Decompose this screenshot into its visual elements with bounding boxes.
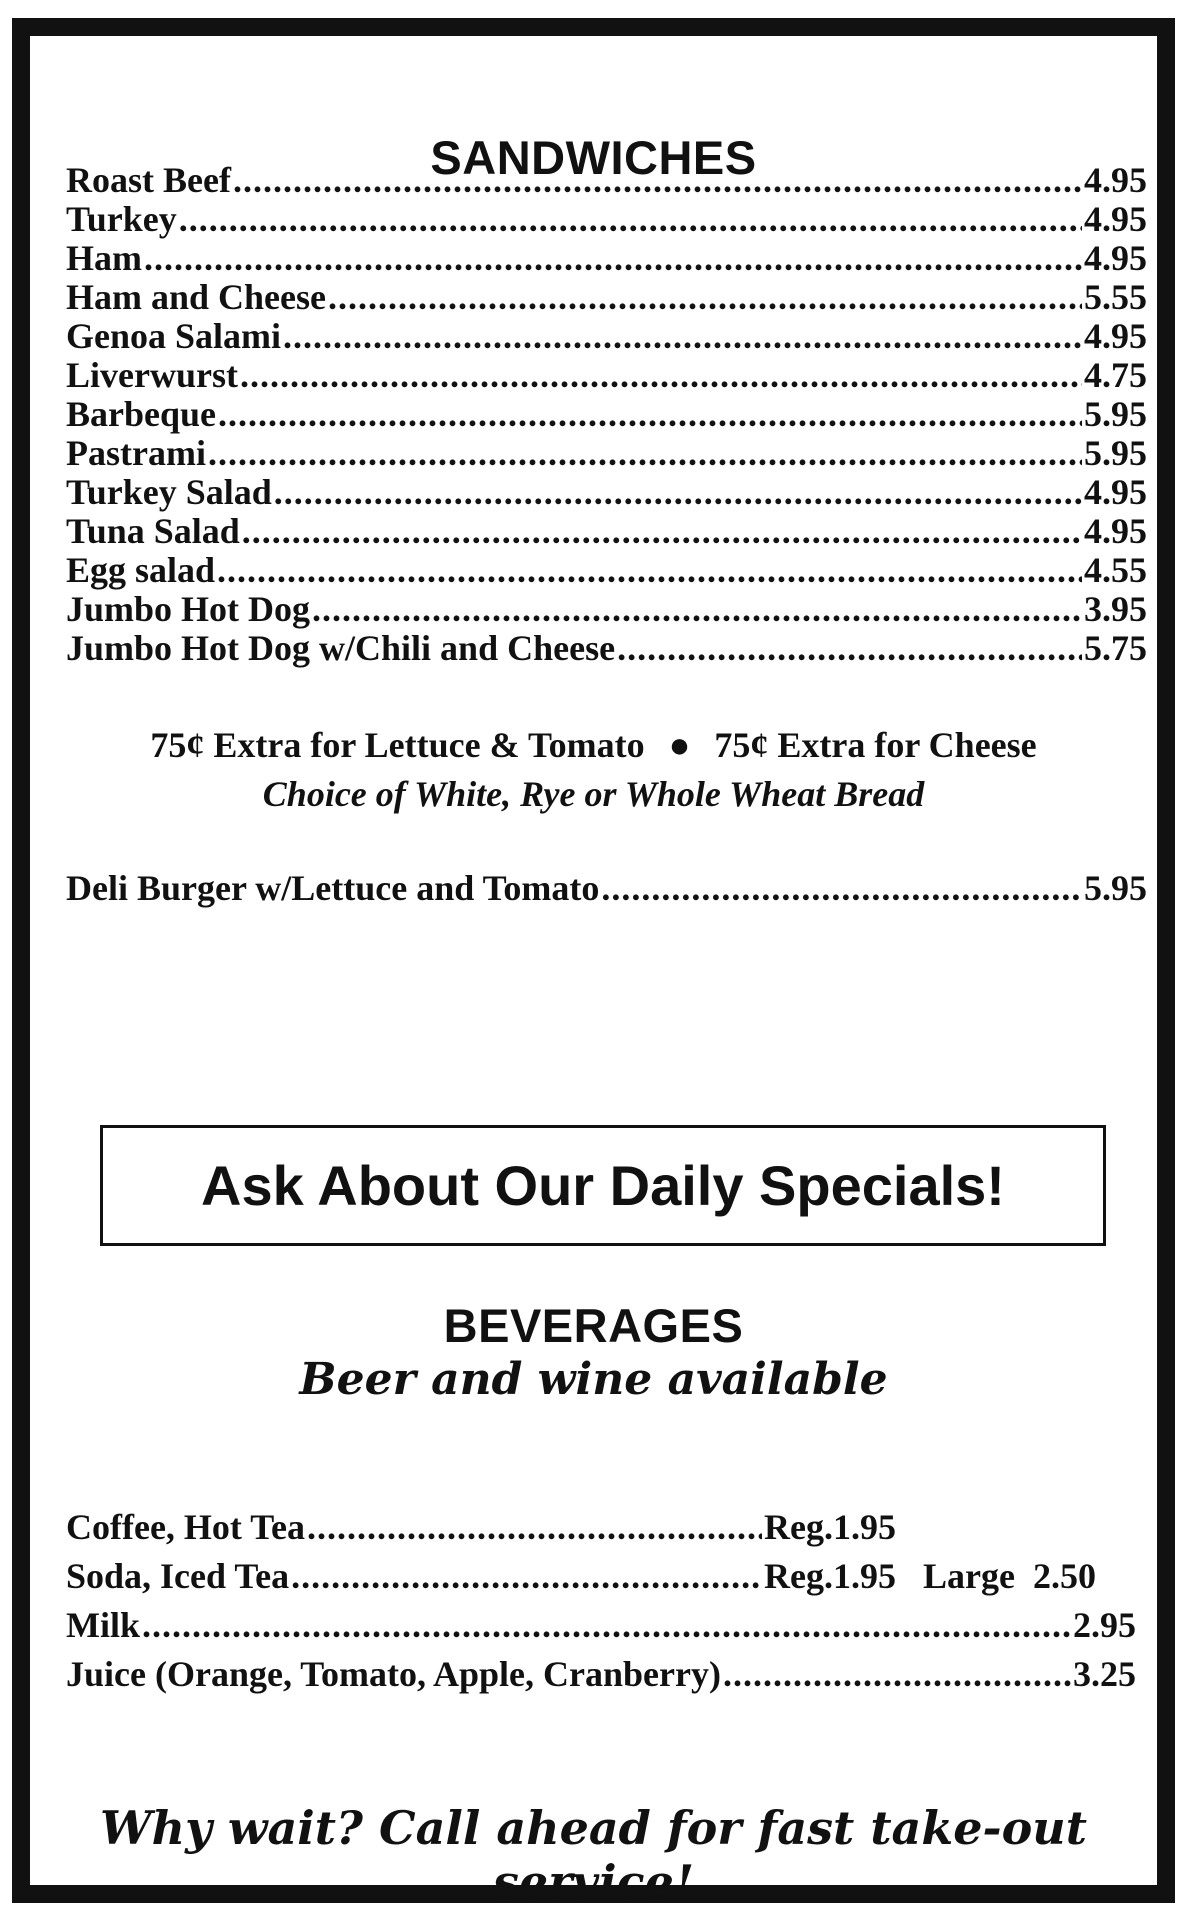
menu-item-jumbo-hot-dog-chili-cheese: [66, 624, 1147, 672]
beverages-heading: BEVERAGES: [443, 1299, 744, 1352]
beverage-item-milk: [66, 1601, 1136, 1649]
menu-frame: [12, 18, 1175, 1909]
dot-leader: [617, 624, 1082, 672]
item-name: Coffee, Hot Tea: [66, 1507, 305, 1547]
beverage-item-soda-iced-tea: [66, 1552, 896, 1600]
reg-label: Reg.: [764, 1507, 833, 1547]
take-out-footer: Why wait? Call ahead for fast take-out service!: [100, 1801, 1087, 1909]
item-price: 4.95: [1084, 511, 1147, 551]
item-name: Liverwurst: [66, 355, 238, 395]
item-price: 1.95: [833, 1556, 896, 1596]
item-name: Pastrami: [66, 433, 206, 473]
item-price: 4.95: [1084, 472, 1147, 512]
dot-leader: [601, 864, 1082, 912]
daily-specials-banner: Ask About Our Daily Specials!: [100, 1125, 1106, 1246]
item-name: Genoa Salami: [66, 316, 282, 356]
item-name: Turkey: [66, 199, 177, 239]
item-name: Milk: [66, 1605, 141, 1645]
extra-cheese-note: 75¢ Extra for Cheese: [714, 725, 1037, 765]
item-price: 5.95: [1084, 433, 1147, 473]
item-price: 2.95: [1073, 1605, 1136, 1645]
dot-leader: [307, 1503, 762, 1551]
item-name: Ham: [66, 238, 142, 278]
item-price: 4.75: [1084, 355, 1147, 395]
item-price: 1.95: [833, 1507, 896, 1547]
large-label: Large: [923, 1556, 1015, 1596]
item-price: 5.55: [1084, 277, 1147, 317]
large-price: 2.50: [1032, 1556, 1096, 1596]
extra-lettuce-tomato-note: 75¢ Extra for Lettuce & Tomato: [150, 725, 645, 765]
item-name: Soda, Iced Tea: [66, 1556, 290, 1596]
beverage-item-juice: [66, 1650, 1136, 1698]
soda-large-price: [923, 1552, 1096, 1600]
item-name: Roast Beef: [66, 160, 231, 200]
bullet-separator: ●: [668, 725, 691, 765]
menu-item-deli-burger: [66, 864, 1147, 912]
item-name: Deli Burger w/Lettuce and Tomato: [66, 868, 600, 908]
reg-label: Reg.: [764, 1556, 833, 1596]
beverage-item-coffee-hot-tea: [66, 1503, 896, 1551]
extras-note: [30, 721, 1157, 769]
item-name: Turkey Salad: [66, 472, 272, 512]
dot-leader: [142, 1601, 1071, 1649]
item-name: Tuna Salad: [66, 511, 240, 551]
item-price: 4.95: [1084, 199, 1147, 239]
item-price: 5.75: [1084, 628, 1147, 668]
item-name: Jumbo Hot Dog: [66, 589, 311, 629]
item-price: 4.95: [1084, 238, 1147, 278]
item-name: Ham and Cheese: [66, 277, 326, 317]
dot-leader: [723, 1650, 1071, 1698]
item-price: 4.95: [1084, 160, 1147, 200]
sandwiches-heading: SANDWICHES: [430, 131, 757, 184]
item-price: 3.95: [1084, 589, 1147, 629]
item-name: Egg salad: [66, 550, 216, 590]
beverages-subtitle: Beer and wine available: [299, 1354, 888, 1405]
item-price: 5.95: [1084, 394, 1147, 434]
item-name: Juice (Orange, Tomato, Apple, Cranberry): [66, 1654, 721, 1694]
item-name: Jumbo Hot Dog w/Chili and Cheese: [66, 628, 616, 668]
item-price: 5.95: [1084, 868, 1147, 908]
item-name: Barbeque: [66, 394, 217, 434]
item-price: 4.55: [1084, 550, 1147, 590]
dot-leader: [291, 1552, 762, 1600]
bread-choice-note: Choice of White, Rye or Whole Wheat Bread: [262, 774, 925, 814]
item-price: 3.25: [1073, 1654, 1136, 1694]
item-price: 4.95: [1084, 316, 1147, 356]
